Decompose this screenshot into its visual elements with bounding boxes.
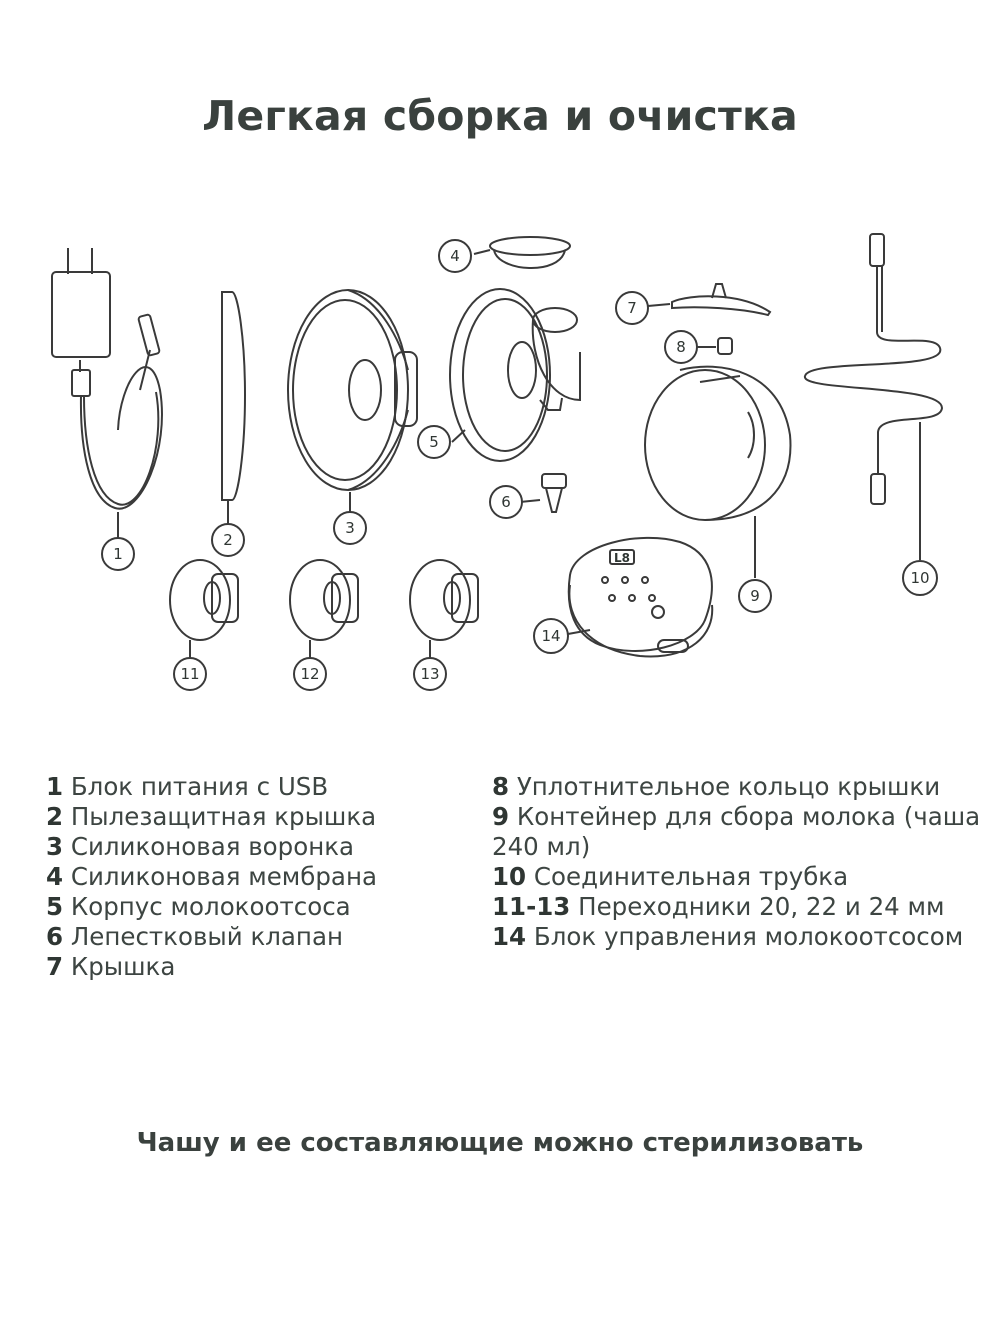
display-readout: L8 [614,551,630,565]
parts-list-right [492,772,982,952]
svg-text:3: 3 [345,519,355,537]
svg-text:14: 14 [541,627,561,645]
control-unit-illustration [568,538,712,657]
callout-5 [418,426,450,458]
dust-cap-illustration [222,292,245,525]
svg-text:4: 4 [450,247,460,265]
callout-13 [414,658,446,690]
part-item: 7 Крышка [46,952,176,981]
milk-container-illustration [645,367,790,578]
svg-text:6: 6 [501,493,511,511]
part-item: 4 Силиконовая мембрана [46,862,377,891]
callout-8 [665,331,697,363]
callout-12 [294,658,326,690]
callout-1 [102,538,134,570]
svg-text:11: 11 [180,665,200,683]
power-adapter-illustration [52,248,162,538]
part-item: 8 Уплотнительное кольцо крышки [492,772,941,801]
part-item: 10 Соединительная трубка [492,862,849,891]
part-item: 1 Блок питания с USB [46,772,329,801]
adapter-22-illustration [290,560,358,660]
svg-text:13: 13 [420,665,440,683]
connecting-tube-illustration [805,234,942,560]
silicone-funnel-illustration [288,290,417,516]
svg-text:9: 9 [750,587,760,605]
lid-illustration [648,284,770,315]
callout-6 [490,486,522,518]
parts-list-left [46,772,466,982]
pump-body-illustration [450,289,580,461]
silicone-membrane-illustration [474,237,570,268]
seal-ring-illustration [696,338,732,354]
adapter-20-illustration [170,560,238,660]
callout-9 [739,580,771,612]
callout-10 [903,561,937,595]
exploded-parts-diagram [0,220,1000,700]
svg-text:10: 10 [910,569,930,587]
callout-11 [174,658,206,690]
svg-text:1: 1 [113,545,123,563]
part-item: 14 Блок управления молокоотсосом [492,922,964,951]
callout-7 [616,292,648,324]
part-item: 5 Корпус молокоотсоса [46,892,351,921]
duckbill-valve-illustration [520,474,566,512]
svg-text:7: 7 [627,299,637,317]
callout-14 [534,619,568,653]
page-title: Легкая сборка и очистка [202,92,798,140]
part-item: 9 Контейнер для сбора молока (чаша 240 мл) [492,802,981,861]
svg-text:5: 5 [429,433,439,451]
part-item: 3 Силиконовая воронка [46,832,355,861]
svg-text:2: 2 [223,531,233,549]
callout-3 [334,512,366,544]
sterilization-note: Чашу и ее составляющие можно стерилизовать [136,1128,864,1158]
part-item: 11-13 Переходники 20, 22 и 24 мм [492,892,945,921]
part-item: 6 Лепестковый клапан [46,922,343,951]
callout-2 [212,524,244,556]
callout-4 [439,240,471,272]
svg-text:8: 8 [676,338,686,356]
adapter-24-illustration [410,560,478,660]
svg-text:12: 12 [300,665,320,683]
part-item: 2 Пылезащитная крышка [46,802,377,831]
